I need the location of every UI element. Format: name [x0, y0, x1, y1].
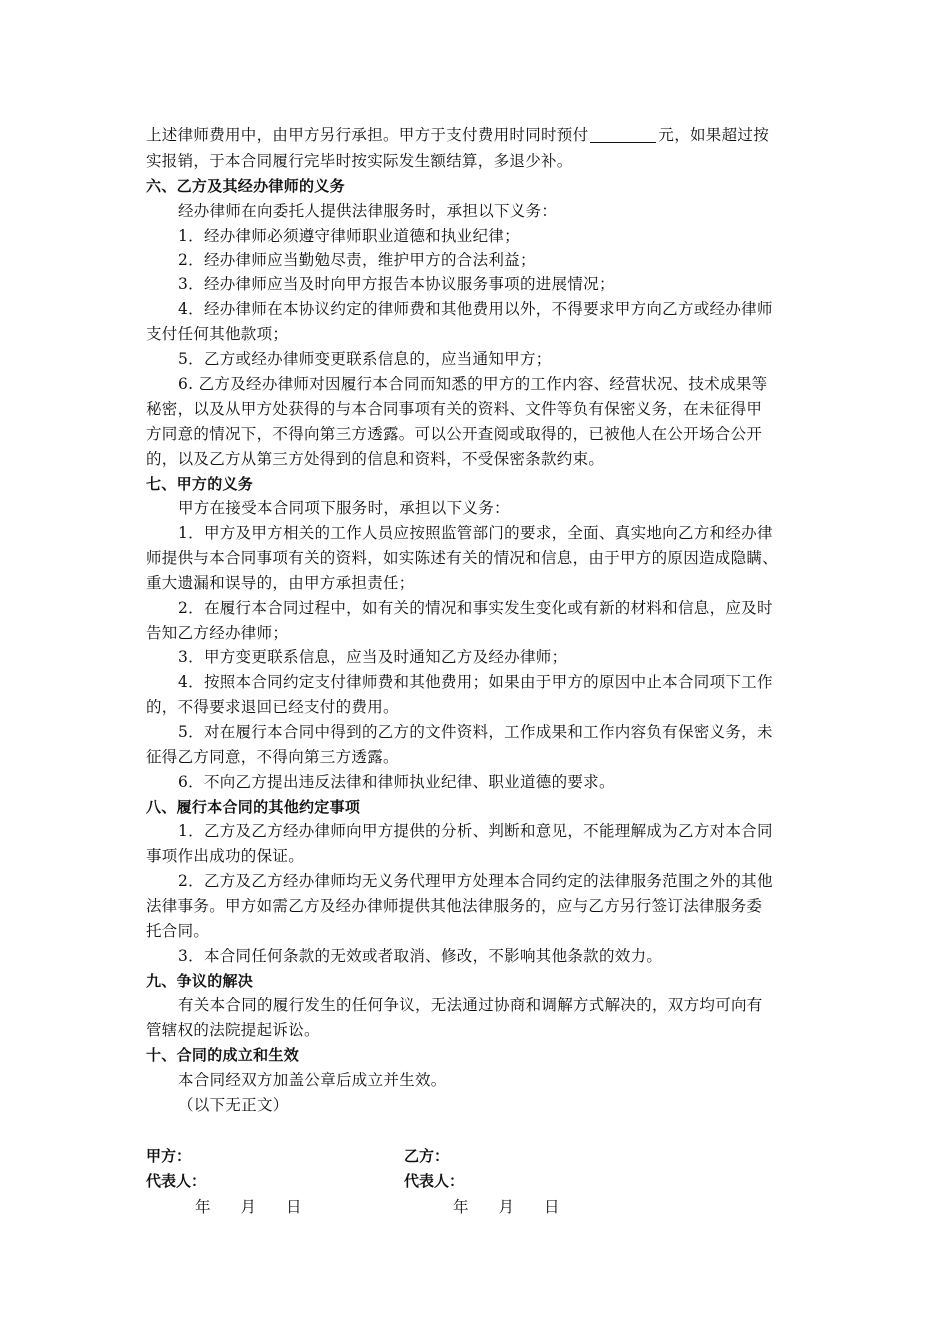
section-6-heading: 六、乙方及其经办律师的义务: [146, 177, 345, 195]
section-8-item-1: 1．乙方及乙方经办律师向甲方提供的分析、判断和意见，不能理解成为乙方对本合同: [178, 822, 773, 840]
party-a-representative-label: 代表人：: [146, 1172, 207, 1190]
section-7-item-5: 5．对在履行本合同中得到的乙方的文件资料，工作成果和工作内容负有保密义务，未: [178, 723, 773, 741]
section-7-item-1-cont-1: 师提供与本合同事项有关的资料，如实陈述有关的情况和信息，由于甲方的原因造成隐瞒、: [146, 549, 779, 567]
day-label: 日: [544, 1198, 560, 1216]
party-b-label: 乙方：: [404, 1147, 450, 1165]
section-7-item-4: 4．按照本合同约定支付律师费和其他费用；如果由于甲方的原因中止本合同项下工作: [178, 673, 773, 691]
section-7-lead: 甲方在接受本合同项下服务时，承担以下义务：: [178, 499, 510, 517]
prepayment-blank: [590, 126, 656, 143]
section-6-item-1: 1．经办律师必须遵守律师职业道德和执业纪律；: [178, 227, 520, 245]
section-8-item-2: 2．乙方及乙方经办律师均无义务代理甲方处理本合同约定的法律服务范围之外的其他: [178, 872, 773, 890]
party-b-date: [453, 1195, 560, 1217]
intro-text-tail: 元，如果超过按: [658, 126, 770, 144]
section-6-item-6-cont-1: 秘密，以及从甲方处获得的与本合同事项有关的资料、文件等负有保密义务，在未征得甲: [146, 400, 763, 418]
section-10-para: 本合同经双方加盖公章后成立并生效。: [178, 1071, 447, 1089]
section-8-heading: 八、履行本合同的其他约定事项: [146, 798, 361, 816]
section-6-item-6-cont-3: 的，以及乙方从第三方处得到的信息和资料，不受保密条款约束。: [146, 450, 605, 468]
section-6-item-4-cont: 支付任何其他款项；: [146, 325, 289, 343]
section-7-item-2: 2．在履行本合同过程中，如有关的情况和事实发生变化或有新的材料和信息，应及时: [178, 599, 773, 617]
section-8-item-2-cont-2: 托合同。: [146, 922, 210, 940]
section-7-item-1: 1．甲方及甲方相关的工作人员应按照监管部门的要求，全面、真实地向乙方和经办律: [178, 524, 773, 542]
intro-line-2: 实报销，于本合同履行完毕时按实际发生额结算，多退少补。: [146, 152, 573, 170]
party-a-date: [195, 1195, 302, 1217]
section-8-item-2-cont-1: 法律事务。甲方如需乙方及经办律师提供其他法律服务的，应与乙方另行签订法律服务委: [146, 897, 763, 915]
section-7-heading: 七、甲方的义务: [146, 475, 254, 493]
section-7-item-3: 3．甲方变更联系信息，应当及时通知乙方及经办律师；: [178, 648, 568, 666]
year-label: 年: [453, 1198, 469, 1216]
day-label: 日: [286, 1198, 302, 1216]
section-7-item-2-cont: 告知乙方经办律师；: [146, 624, 289, 642]
party-b-representative-label: 代表人：: [404, 1172, 465, 1190]
section-6-lead: 经办律师在向委托人提供法律服务时，承担以下义务：: [178, 202, 558, 220]
intro-text: 上述律师费用中，由甲方另行承担。甲方于支付费用时同时预付: [146, 126, 589, 144]
section-8-item-1-cont: 事项作出成功的保证。: [146, 847, 305, 865]
section-6-item-6-cont-2: 方同意的情况下，不得向第三方透露。可以公开查阅或取得的，已被他人在公开场合公开: [146, 425, 763, 443]
section-10-heading: 十、合同的成立和生效: [146, 1046, 300, 1064]
section-7-item-6: 6．不向乙方提出违反法律和律师执业纪律、职业道德的要求。: [178, 773, 615, 791]
section-6-item-6: 6. 乙方及经办律师对因履行本合同而知悉的甲方的工作内容、经营状况、技术成果等: [178, 375, 768, 393]
section-6-item-2: 2．经办律师应当勤勉尽责，维护甲方的合法利益；: [178, 251, 536, 269]
intro-line-1: [146, 124, 769, 146]
section-6-item-5: 5．乙方或经办律师变更联系信息的，应当通知甲方；: [178, 350, 552, 368]
section-7-item-1-cont-2: 重大遗漏和误导的，由甲方承担责任；: [146, 574, 415, 592]
section-8-item-3: 3．本合同任何条款的无效或者取消、修改，不影响其他条款的效力。: [178, 947, 663, 965]
section-6-item-3: 3．经办律师应当及时向甲方报告本协议服务事项的进展情况；: [178, 275, 615, 293]
section-9-para-cont: 管辖权的法院提起诉讼。: [146, 1021, 320, 1039]
section-7-item-4-cont: 的，不得要求退回已经支付的费用。: [146, 698, 399, 716]
section-6-item-4: 4．经办律师在本协议约定的律师费和其他费用以外，不得要求甲方向乙方或经办律师: [178, 300, 773, 318]
no-more-text-note: （以下无正文）: [178, 1096, 289, 1114]
year-label: 年: [195, 1198, 211, 1216]
party-a-label: 甲方：: [146, 1147, 192, 1165]
section-9-heading: 九、争议的解决: [146, 972, 254, 990]
section-9-para: 有关本合同的履行发生的任何争议，无法通过协商和调解方式解决的，双方均可向有: [178, 996, 763, 1014]
month-label: 月: [498, 1198, 515, 1216]
section-7-item-5-cont: 征得乙方同意，不得向第三方透露。: [146, 748, 399, 766]
month-label: 月: [240, 1198, 257, 1216]
